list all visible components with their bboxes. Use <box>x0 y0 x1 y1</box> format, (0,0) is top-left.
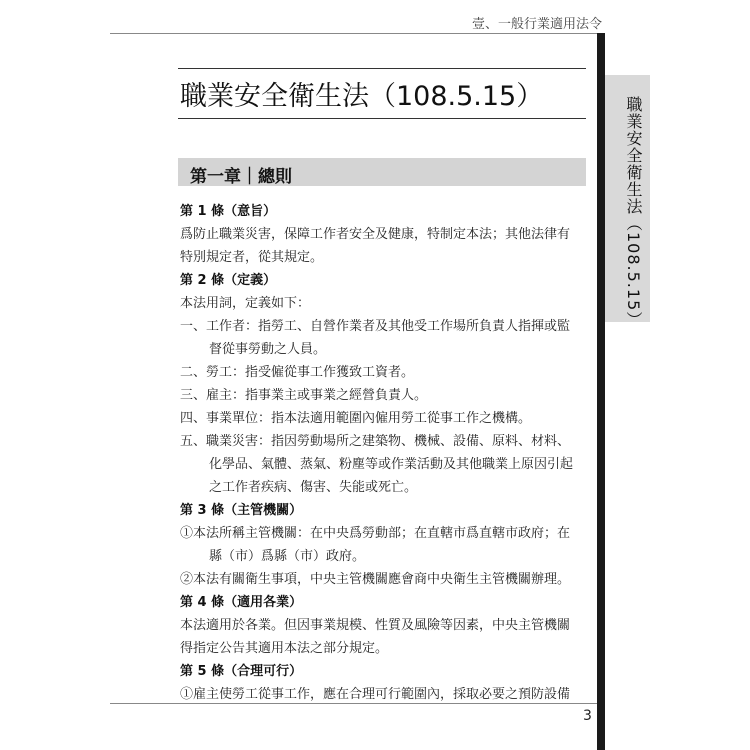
article-text-line: 二、勞工：指受僱從事工作獲致工資者。 <box>180 365 415 380</box>
article-heading: 第 2 條（定義） <box>180 273 277 288</box>
article-text-line: 之工作者疾病、傷害、失能或死亡。 <box>209 480 418 495</box>
title-rule-bottom <box>178 118 586 119</box>
article-text-line: ②本法有關衛生事項，中央主管機關應會商中央衛生主管機關辦理。 <box>180 572 571 587</box>
article-text-line: 得指定公告其適用本法之部分規定。 <box>180 641 389 656</box>
article-text-line: 縣（市）爲縣（市）政府。 <box>209 549 366 564</box>
title-rule-top <box>178 68 586 69</box>
article-text-line: 特別規定者，從其規定。 <box>180 250 324 265</box>
article-heading: 第 3 條（主管機關） <box>180 503 303 518</box>
side-tab-label: 職業安全衛生法（108.5.15） <box>624 96 643 329</box>
article-text-line: 督從事勞動之人員。 <box>209 342 327 357</box>
article-text-line: 四、事業單位：指本法適用範圍內僱用勞工從事工作之機構。 <box>180 411 532 426</box>
article-text-line: 一、工作者：指勞工、自營作業者及其他受工作場所負責人指揮或監 <box>180 319 571 334</box>
page-number: 3 <box>583 708 592 724</box>
page-title: 職業安全衛生法（108.5.15） <box>180 81 544 112</box>
article-text-line: 本法適用於各業。但因事業規模、性質及風險等因素，中央主管機關 <box>180 618 571 633</box>
article-heading: 第 4 條（適用各業） <box>180 595 303 610</box>
header-rule <box>110 33 605 34</box>
page-edge-bar <box>597 33 605 750</box>
chapter-heading: 第一章｜總則 <box>190 167 292 187</box>
running-header: 壹、一般行業適用法令 <box>471 17 602 32</box>
article-text-line: 爲防止職業災害，保障工作者安全及健康，特制定本法；其他法律有 <box>180 227 571 242</box>
article-text-line: ①雇主使勞工從事工作，應在合理可行範圍內，採取必要之預防設備 <box>180 687 571 702</box>
article-text-line: ①本法所稱主管機關：在中央爲勞動部；在直轄市爲直轄市政府；在 <box>180 526 571 541</box>
article-text-line: 化學品、氣體、蒸氣、粉塵等或作業活動及其他職業上原因引起 <box>209 457 574 472</box>
footer-rule <box>110 703 597 704</box>
article-heading: 第 5 條（合理可行） <box>180 664 303 679</box>
article-text-line: 三、雇主：指事業主或事業之經營負責人。 <box>180 388 428 403</box>
article-body <box>180 200 590 706</box>
article-text-line: 五、職業災害：指因勞動場所之建築物、機械、設備、原料、材料、 <box>180 434 571 449</box>
article-text-line: 本法用詞，定義如下： <box>180 296 311 311</box>
article-heading: 第 1 條（意旨） <box>180 204 277 219</box>
